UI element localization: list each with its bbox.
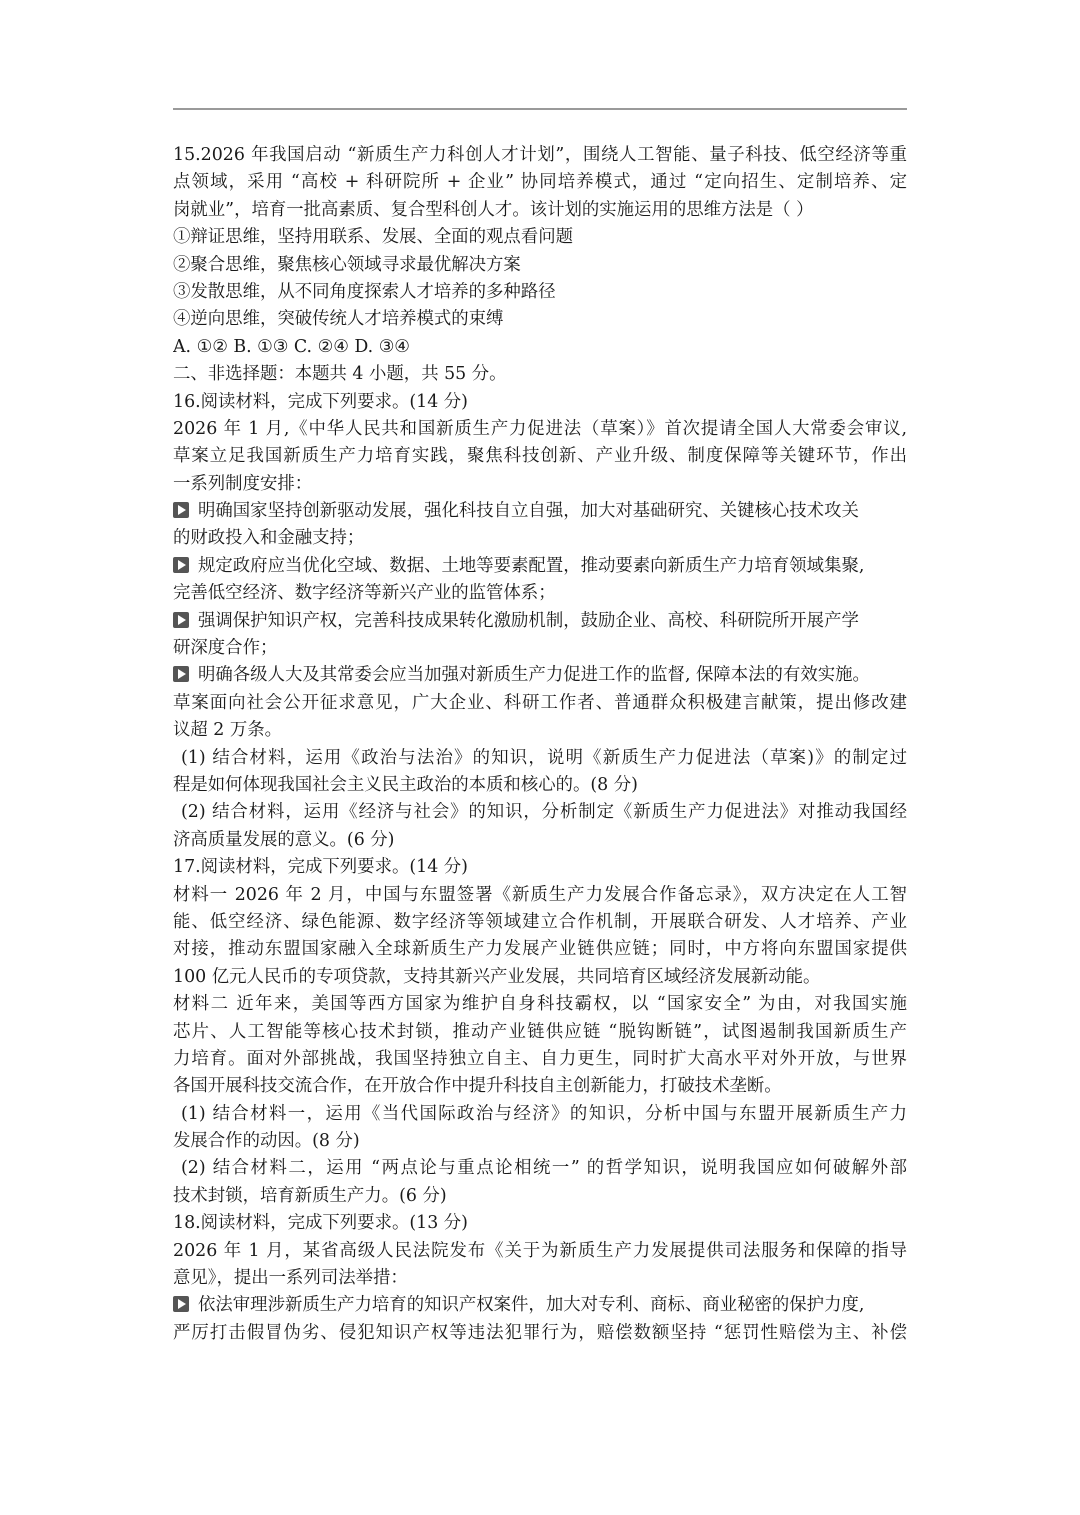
question-16-material: 草案面向社会公开征求意见，广大企业、科研工作者、普通群众积极建言献策，提出修改建: [173, 692, 907, 713]
bullet-continuation: 严厉打击假冒伪劣、侵犯知识产权等违法犯罪行为，赔偿数额坚持 “惩罚性赔偿为主、补偿: [173, 1322, 907, 1343]
question-16-material: 草案立足我国新质生产力培育实践，聚焦科技创新、产业升级、制度保障等关键环节，作出: [173, 446, 907, 467]
play-arrow-icon: [173, 557, 189, 573]
bullet-text: 规定政府应当优化空域、数据、土地等要素配置，推动要素向新质生产力培育领域集聚,: [198, 555, 865, 576]
bullet-item: [173, 553, 907, 580]
question-18-material: 2026 年 1 月，某省高级人民法院发布《关于为新质生产力发展提供司法服务和保障的指导: [173, 1240, 907, 1261]
question-17-material-2: 芯片、人工智能等核心技术封锁，推动产业链供应链 “脱钩断链”，试图遏制我国新质生产: [173, 1021, 907, 1042]
bullet-item: [173, 608, 907, 635]
play-arrow-icon: [173, 1296, 189, 1312]
question-17-material-2: 力培育。面对外部挑战，我国坚持独立自主、自力更生，同时扩大高水平对外开放，与世界: [173, 1048, 907, 1069]
play-arrow-icon: [173, 502, 189, 518]
play-arrow-icon: [173, 666, 189, 682]
bullet-text: 依法审理涉新质生产力培育的知识产权案件，加大对专利、商标、商业秘密的保护力度,: [198, 1295, 865, 1316]
bullet-item: [173, 498, 907, 525]
question-15-stem: 岗就业”，培育一批高素质、复合型科创人才。该计划的实施运用的思维方法是（ ）: [173, 199, 814, 220]
question-18-heading: 18.阅读材料，完成下列要求。(13 分): [173, 1213, 468, 1234]
question-16-subquestion-2: (2) 结合材料，运用《经济与社会》的知识，分析制定《新质生产力促进法》对推动我国经: [181, 802, 907, 823]
bullet-text: 明确国家坚持创新驱动发展，强化科技自立自强，加大对基础研究、关键核心技术攻关: [198, 501, 859, 522]
question-17-material-2: 材料二 近年来，美国等西方国家为维护自身科技霸权，以 “国家安全” 为由，对我国实施: [173, 994, 907, 1015]
question-15-choices: A. ①② B. ①③ C. ②④ D. ③④: [173, 336, 410, 357]
question-15-option-4: ④逆向思维，突破传统人才培养模式的束缚: [173, 309, 504, 330]
bullet-item: [173, 662, 907, 689]
question-17-material-2: 各国开展科技交流合作，在开放合作中提升科技自主创新能力，打破技术垄断。: [173, 1076, 782, 1097]
exam-page-content: [173, 142, 907, 1347]
question-15-option-1: ①辩证思维，坚持用联系、发展、全面的观点看问题: [173, 227, 573, 248]
question-15-option-3: ③发散思维，从不同角度探索人才培养的多种路径: [173, 281, 556, 302]
question-15-option-2: ②聚合思维，聚焦核心领域寻求最优解决方案: [173, 254, 521, 275]
question-16-subquestion-2: 济高质量发展的意义。(6 分): [173, 829, 395, 850]
bullet-text: 明确各级人大及其常委会应当加强对新质生产力促进工作的监督, 保障本法的有效实施。: [198, 665, 870, 686]
bullet-continuation: 研深度合作；: [173, 638, 278, 659]
bullet-continuation: 的财政投入和金融支持；: [173, 528, 365, 549]
question-17-subquestion-1: (1) 结合材料一，运用《当代国际政治与经济》的知识，分析中国与东盟开展新质生产力: [181, 1103, 907, 1124]
question-16-material: 一系列制度安排：: [173, 473, 313, 494]
question-17-subquestion-2: 技术封锁，培育新质生产力。(6 分): [173, 1185, 447, 1206]
question-17-subquestion-2: (2) 结合材料二，运用 “两点论与重点论相统一” 的哲学知识，说明我国应如何破解外部: [181, 1158, 907, 1179]
section-heading: 二、非选择题：本题共 4 小题，共 55 分。: [173, 364, 507, 385]
question-17-material-1: 能、低空经济、绿色能源、数字经济等领域建立合作机制，开展联合研发、人才培养、产业: [173, 911, 907, 932]
header-rule: [173, 108, 907, 110]
bullet-text: 强调保护知识产权，完善科技成果转化激励机制，鼓励企业、高校、科研院所开展产学: [198, 610, 859, 631]
question-17-material-1: 对接，推动东盟国家融入全球新质生产力发展产业链供应链；同时，中方将向东盟国家提供: [173, 939, 907, 960]
question-16-material: 议超 2 万条。: [173, 720, 283, 741]
question-17-heading: 17.阅读材料，完成下列要求。(14 分): [173, 857, 468, 878]
question-17-material-1: 材料一 2026 年 2 月，中国与东盟签署《新质生产力发展合作备忘录》，双方决定在人工智: [173, 884, 907, 905]
question-16-subquestion-1: 程是如何体现我国社会主义民主政治的本质和核心的。(8 分): [173, 774, 638, 795]
bullet-item: [173, 1292, 907, 1319]
question-15-stem: 15.2026 年我国启动 “新质生产力科创人才计划”，围绕人工智能、量子科技、低空经济等重: [173, 145, 907, 165]
question-15-stem: 点领域，采用 “高校 + 科研院所 + 企业” 协同培养模式，通过 “定向招生、定制培养、定: [173, 172, 907, 193]
question-18-material: 意见》，提出一系列司法举措：: [173, 1268, 408, 1289]
bullet-continuation: 完善低空经济、数字经济等新兴产业的监管体系；: [173, 583, 556, 604]
question-16-subquestion-1: (1) 结合材料，运用《政治与法治》的知识，说明《新质生产力促进法（草案)》的制定过: [181, 747, 907, 768]
question-16-heading: 16.阅读材料，完成下列要求。(14 分): [173, 391, 468, 412]
play-arrow-icon: [173, 612, 189, 628]
question-16-material: 2026 年 1 月,《中华人民共和国新质生产力促进法（草案）》首次提请全国人大常委会审议,: [173, 418, 907, 439]
question-17-subquestion-1: 发展合作的动因。(8 分): [173, 1131, 360, 1152]
question-17-material-1: 100 亿元人民币的专项贷款，支持其新兴产业发展，共同培育区域经济发展新动能。: [173, 966, 821, 987]
